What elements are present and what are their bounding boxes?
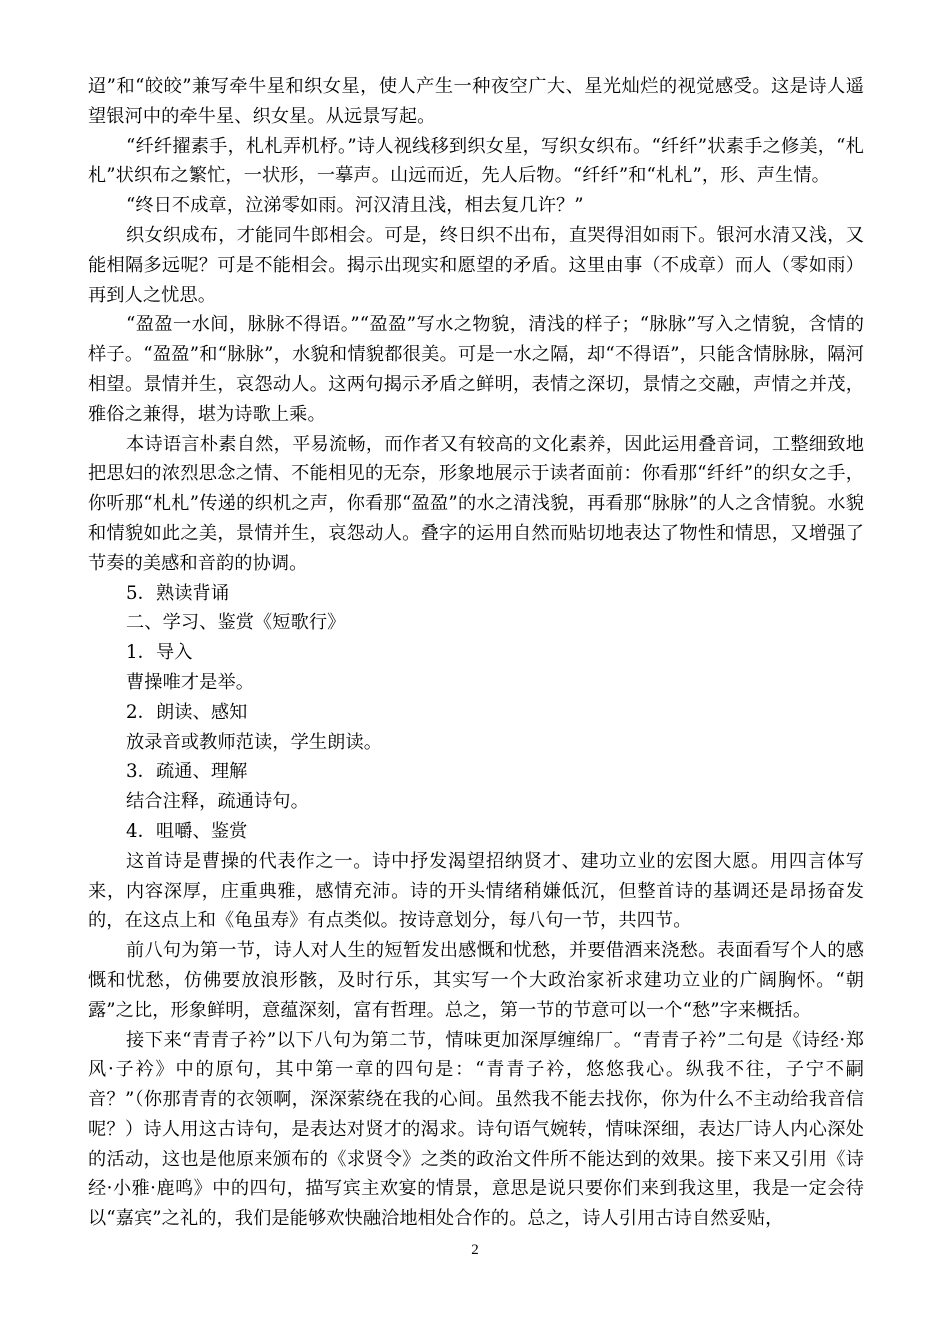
step-heading-4: 4．咀嚼、鉴赏 — [126, 820, 248, 842]
step-text-1: 曹操唯才是举。 — [126, 671, 255, 693]
paragraph-analysis-1: 这首诗是曹操的代表作之一。诗中抒发渴望招纳贤才、建功立业的宏图大愿。用四言体写来，内容深厚，庄重典雅，感情充沛。诗的开头情绪稍嫌低沉，但整首诗的基调还是昂扬奋发的，在这点上和《龟虽寿》有点类似。按诗意划分，每八句一节，共四节。 — [88, 850, 864, 932]
paragraph-2: “纤纤擢素手，札札弄机杼。”诗人视线移到织女星，写织女织布。“纤纤”状素手之修美，“札札”状织布之繁忙，一状形，一摹声。山远而近，先人后物。“纤纤”和“札札”，形、声生情。 — [88, 135, 864, 187]
heading-recite: 5．熟读背诵 — [126, 582, 230, 604]
paragraph-6: 本诗语言朴素自然，平易流畅，而作者又有较高的文化素养，因此运用叠音词，工整细致地把思妇的浓烈思念之情、不能相见的无奈，形象地展示于读者面前：你看那“纤纤”的织女之手，你听那“札札”传递的织机之声，你看那“盈盈”的水之清浅貌，再看那“脉脉”的人之含情貌。水貌和情貌如此之美，景情并生，哀怨动人。叠字的运用自然而贴切地表达了物性和情思，又增强了节奏的美感和音韵的协调。 — [88, 433, 864, 574]
paragraph-4: 织女织成布，才能同牛郎相会。可是，终日织不出布，直哭得泪如雨下。银河水清又浅，又能相隔多远呢？可是不能相会。揭示出现实和愿望的矛盾。这里由事（不成章）而人（零如雨）再到人之忧思。 — [88, 224, 864, 306]
step-text-3: 结合注释，疏通诗句。 — [126, 791, 309, 813]
page-number: 2 — [471, 1242, 479, 1258]
section-heading: 二、学习、鉴赏《短歌行》 — [126, 612, 346, 634]
body-text — [88, 72, 864, 1234]
paragraph-5: “盈盈一水间，脉脉不得语。”“盈盈”写水之物貌，清浅的样子；“脉脉”写入之情貌，含情的样子。“盈盈”和“脉脉”，水貌和情貌都很美。可是一水之隔，却“不得语”，只能含情脉脉，隔河相望。景情并生，哀怨动人。这两句揭示矛盾之鲜明，表情之深切，景情之交融，声情之并茂，雅俗之兼得，堪为诗歌上乘。 — [88, 314, 864, 425]
step-heading-1: 1．导入 — [126, 642, 193, 664]
paragraph-1: 迢”和“皎皎”兼写牵牛星和织女星，使人产生一种夜空广大、星光灿烂的视觉感受。这是诗人遥望银河中的牵牛星、织女星。从远景写起。 — [88, 76, 864, 127]
step-heading-3: 3．疏通、理解 — [126, 761, 248, 783]
paragraph-3: “终日不成章，泣涕零如雨。河汉清且浅，相去复几许？” — [126, 195, 584, 217]
step-text-2: 放录音或教师范读，学生朗读。 — [126, 731, 383, 753]
paragraph-analysis-2: 前八句为第一节，诗人对人生的短暂发出感慨和忧愁，并要借酒来浇愁。表面看写个人的感慨和忧愁，仿佛要放浪形骸，及时行乐，其实写一个大政治家祈求建功立业的广阔胸怀。“朝露”之比，形象鲜明，意蕴深刻，富有哲理。总之，第一节的节意可以一个“愁”字来概括。 — [88, 940, 864, 1021]
paragraph-analysis-3: 接下来“青青子衿”以下八句为第二节，情味更加深厚缠绵厂。“青青子衿”二句是《诗经·郑风·子衿》中的原句，其中第一章的四句是：“青青子衿，悠悠我心。纵我不往，子宁不嗣音？”（你那青青的衣领啊，深深萦绕在我的心间。虽然我不能去找你，你为什么不主动给我音信呢？）诗人用这古诗句，是表达对贤才的渴求。诗句语气婉转，情味深细，表达厂诗人内心深处的活动，这也是他原来颁布的《求贤令》之类的政治文件所不能达到的效果。接下来又引用《诗经·小雅·鹿鸣》中的四句，描写宾主欢宴的情景，意思是说只要你们来到我这里，我是一定会待以“嘉宾”之礼的，我们是能够欢快融洽地相处合作的。总之，诗人引用古诗自然妥贴， — [88, 1029, 864, 1230]
step-heading-2: 2．朗读、感知 — [126, 701, 248, 723]
